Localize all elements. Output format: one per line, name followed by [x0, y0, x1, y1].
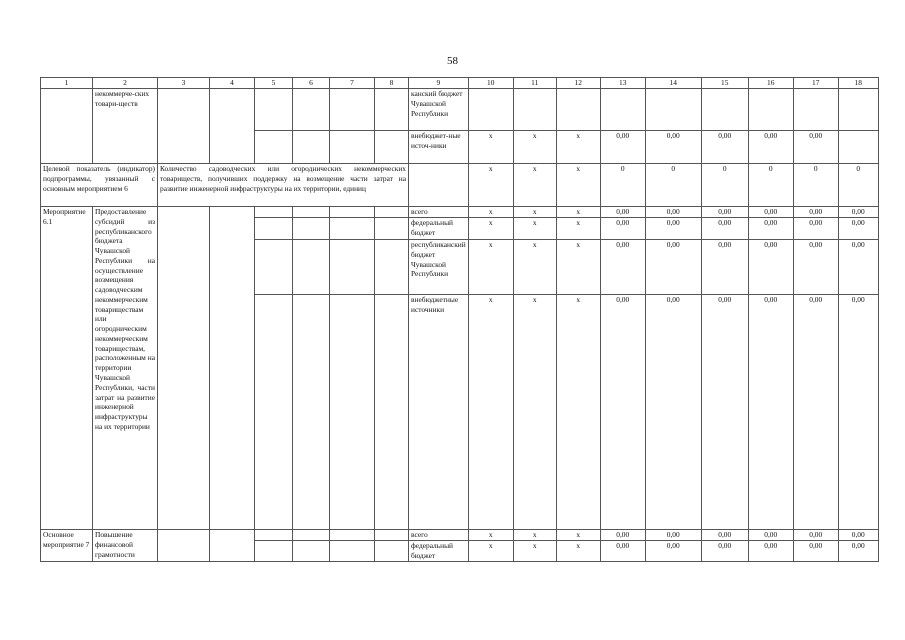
value-cell: 0,00 — [701, 218, 748, 240]
value-cell: 0,00 — [838, 218, 878, 240]
header-cell: 4 — [210, 78, 255, 89]
value-cell: x — [556, 207, 600, 218]
value-cell: 0,00 — [645, 530, 701, 541]
value-cell: 0 — [600, 164, 645, 207]
value-cell: 0,00 — [600, 131, 645, 164]
indicator-label: Целевой показатель (индикатор) подпрограммы, увязанный с основным мероприятием 6 — [41, 164, 158, 207]
empty-cell — [330, 131, 375, 164]
value-cell: 0,00 — [600, 530, 645, 541]
empty-cell — [158, 530, 210, 562]
value-cell: x — [556, 240, 600, 295]
value-cell: x — [556, 530, 600, 541]
value-cell: 0,00 — [600, 240, 645, 295]
header-cell: 10 — [468, 78, 513, 89]
value-cell: 0,00 — [645, 240, 701, 295]
header-cell: 1 — [41, 78, 93, 89]
value-cell: 0 — [645, 164, 701, 207]
value-cell: x — [468, 295, 513, 530]
value-cell: 0,00 — [600, 541, 645, 562]
value-cell: 0,00 — [838, 530, 878, 541]
value-cell: 0,00 — [748, 207, 793, 218]
value-cell: 0,00 — [748, 530, 793, 541]
value-cell: x — [513, 530, 556, 541]
value-cell: x — [513, 218, 556, 240]
funding-source: федеральный бюджет — [409, 541, 469, 562]
page-number: 58 — [447, 55, 458, 67]
value-cell: x — [468, 530, 513, 541]
empty-cell — [409, 164, 469, 207]
value-cell: 0,00 — [701, 541, 748, 562]
table-row — [41, 89, 879, 131]
org-description: некоммерче-ских товари-ществ — [93, 89, 158, 164]
value-cell: x — [468, 207, 513, 218]
value-cell: 0,00 — [600, 218, 645, 240]
value-cell: 0,00 — [645, 131, 701, 164]
value-cell: 0,00 — [838, 541, 878, 562]
value-cell: 0,00 — [701, 295, 748, 530]
empty-cell — [210, 207, 255, 530]
value-cell: x — [513, 131, 556, 164]
header-cell: 14 — [645, 78, 701, 89]
value-cell: 0,00 — [600, 295, 645, 530]
value-cell: 0,00 — [701, 530, 748, 541]
value-cell: x — [468, 240, 513, 295]
indicator-row — [41, 164, 879, 207]
empty-cell — [293, 131, 330, 164]
value-cell: 0,00 — [748, 218, 793, 240]
header-cell: 16 — [748, 78, 793, 89]
empty-cell — [158, 89, 210, 164]
value-cell: 0,00 — [793, 295, 838, 530]
value-cell: 0,00 — [838, 240, 878, 295]
value-cell: x — [556, 131, 600, 164]
measure-label: Основное мероприятие 7 — [41, 530, 93, 562]
funding-source: внебюджетные источники — [409, 295, 469, 530]
value-cell: 0,00 — [645, 218, 701, 240]
value-cell: 0,00 — [748, 295, 793, 530]
value-cell: 0,00 — [793, 541, 838, 562]
header-row — [41, 78, 879, 89]
empty-cell — [210, 530, 255, 562]
empty-cell — [375, 131, 409, 164]
header-cell: 15 — [701, 78, 748, 89]
value-cell: x — [513, 164, 556, 207]
value-cell: 0 — [838, 164, 878, 207]
funding-source: федеральный бюджет — [409, 218, 469, 240]
value-cell: 0,00 — [748, 541, 793, 562]
value-cell: x — [468, 131, 513, 164]
header-cell: 2 — [93, 78, 158, 89]
header-cell: 11 — [513, 78, 556, 89]
value-cell: 0,00 — [748, 131, 793, 164]
value-cell: x — [556, 218, 600, 240]
value-cell: x — [556, 164, 600, 207]
value-cell: 0,00 — [645, 541, 701, 562]
value-cell: x — [468, 164, 513, 207]
empty-cell — [293, 89, 330, 131]
table-row — [41, 207, 879, 218]
value-cell: 0,00 — [701, 207, 748, 218]
value-cell: x — [556, 541, 600, 562]
value-cell: 0,00 — [600, 207, 645, 218]
header-cell: 9 — [409, 78, 469, 89]
measure-label: Мероприятие 6.1 — [41, 207, 93, 530]
value-cell: x — [513, 541, 556, 562]
budget-table — [40, 77, 879, 562]
header-cell: 8 — [375, 78, 409, 89]
value-cell: 0 — [793, 164, 838, 207]
empty-cell — [210, 89, 255, 164]
empty-cell — [375, 89, 409, 131]
value-cell: x — [468, 218, 513, 240]
header-cell: 13 — [600, 78, 645, 89]
funding-source: внебюджет-ные источ-ники — [409, 131, 469, 164]
value-cell: 0,00 — [793, 131, 838, 164]
funding-source: республиканский бюджет Чувашской Республики — [409, 240, 469, 295]
header-cell: 18 — [838, 78, 878, 89]
header-cell: 12 — [556, 78, 600, 89]
value-cell: 0,00 — [793, 530, 838, 541]
funding-source: канский бюджет Чувашской Республики — [409, 89, 469, 131]
funding-source: всего — [409, 207, 469, 218]
value-cell: 0 — [748, 164, 793, 207]
empty-cell — [330, 89, 375, 131]
empty-cell — [41, 89, 93, 164]
empty-cell — [255, 89, 293, 131]
header-cell: 17 — [793, 78, 838, 89]
measure-description: Повышение финансовой грамотности — [93, 530, 158, 562]
value-cell: x — [556, 295, 600, 530]
indicator-text: Количество садоводческих или огороднических некоммерческих товариществ, получивших поддержку на возмещение части затрат на развитие инженерной инфраструктуры на их территории, единиц — [158, 164, 409, 207]
value-cell: 0,00 — [838, 207, 878, 218]
value-cell: 0,00 — [838, 295, 878, 530]
value-cell: x — [513, 240, 556, 295]
value-cell: 0,00 — [645, 207, 701, 218]
header-cell: 7 — [330, 78, 375, 89]
value-cell: 0,00 — [701, 240, 748, 295]
value-cell: x — [468, 541, 513, 562]
measure-description: Предоставление субсидий из республиканского бюджета Чувашской Республики на осуществление возмещения садоводческим некоммерческим товариществам или огородническим некоммерческим товариществам, расположенным на территории Чувашской Республики, части затрат на развитие инженерной инфраструктуры на их территории — [93, 207, 158, 530]
funding-source: всего — [409, 530, 469, 541]
value-cell: 0,00 — [793, 207, 838, 218]
header-cell: 6 — [293, 78, 330, 89]
empty-cell — [158, 207, 210, 530]
value-cell: 0,00 — [701, 131, 748, 164]
value-cell: 0,00 — [793, 240, 838, 295]
value-cell: x — [513, 295, 556, 530]
empty-cell — [255, 131, 293, 164]
value-cell: 0,00 — [793, 218, 838, 240]
header-cell: 5 — [255, 78, 293, 89]
value-cell: 0,00 — [645, 295, 701, 530]
value-cell: x — [513, 207, 556, 218]
value-cell: 0,00 — [748, 240, 793, 295]
header-cell: 3 — [158, 78, 210, 89]
value-cell: 0 — [701, 164, 748, 207]
table-row — [41, 530, 879, 541]
